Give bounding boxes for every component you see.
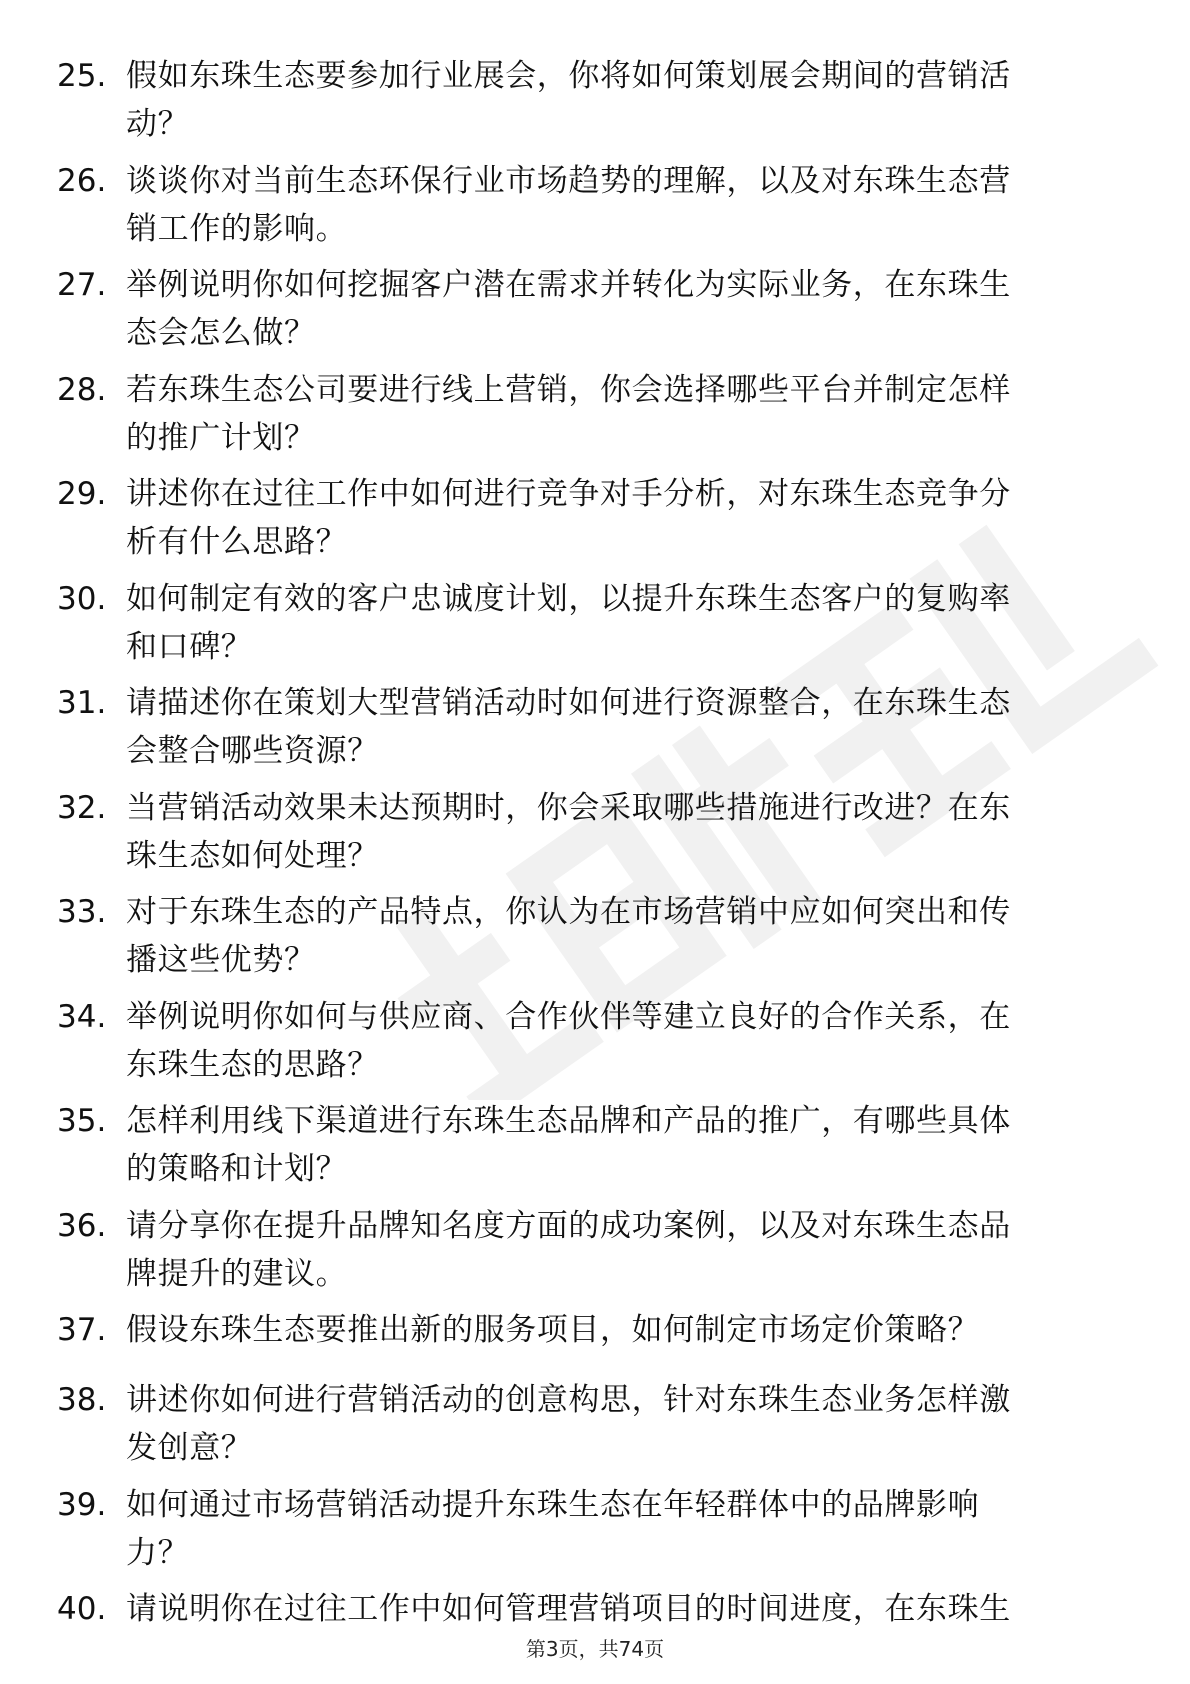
question-list	[0, 52, 1190, 1655]
question-text: 对于东珠生态的产品特点，你认为在市场营销中应如何突出和传 播这些优势？	[126, 894, 1011, 978]
list-item	[0, 261, 1190, 366]
question-number: 36.	[57, 1207, 107, 1244]
list-item	[0, 784, 1190, 889]
question-number: 40.	[57, 1591, 107, 1627]
question-number: 25.	[57, 58, 107, 94]
list-item	[0, 575, 1190, 680]
question-text: 若东珠生态公司要进行线上营销，你会选择哪些平台并制定怎样 的推广计划？	[126, 371, 1011, 456]
question-text: 请说明你在过往工作中如何管理营销项目的时间进度，在东珠生	[126, 1591, 1011, 1627]
list-item	[0, 1097, 1190, 1202]
question-number: 37.	[57, 1312, 107, 1348]
list-item	[0, 157, 1190, 262]
question-text: 如何通过市场营销活动提升东珠生态在年轻群体中的品牌影响 力？	[126, 1486, 980, 1571]
list-item	[0, 470, 1190, 575]
question-text: 举例说明你如何挖掘客户潜在需求并转化为实际业务，在东珠生 态会怎么做？	[126, 267, 1011, 351]
question-number: 28.	[57, 371, 107, 408]
list-item	[0, 888, 1190, 993]
question-number: 39.	[57, 1486, 107, 1523]
question-text: 当营销活动效果未达预期时，你会采取哪些措施进行改进？在东 珠生态如何处理？	[126, 789, 1011, 874]
question-number: 30.	[57, 580, 107, 617]
question-number: 32.	[57, 789, 107, 826]
question-number: 29.	[57, 476, 107, 512]
question-number: 34.	[57, 998, 107, 1035]
question-number: 31.	[57, 685, 107, 721]
question-number: 27.	[57, 267, 107, 303]
list-item	[0, 1306, 1190, 1376]
list-item	[0, 52, 1190, 157]
question-text: 讲述你如何进行营销活动的创意构思，针对东珠生态业务怎样激 发创意？	[126, 1382, 1011, 1466]
question-text: 举例说明你如何与供应商、合作伙伴等建立良好的合作关系，在 东珠生态的思路？	[126, 998, 1011, 1083]
question-text: 假设东珠生态要推出新的服务项目，如何制定市场定价策略？	[126, 1312, 980, 1348]
page-number: 第3页，共74页	[525, 1637, 665, 1661]
list-item	[0, 1376, 1190, 1481]
list-item	[0, 993, 1190, 1098]
question-number: 26.	[57, 162, 107, 199]
question-number: 33.	[57, 894, 107, 930]
question-text: 请描述你在策划大型营销活动时如何进行资源整合，在东珠生态 会整合哪些资源？	[126, 685, 1011, 769]
question-text: 怎样利用线下渠道进行东珠生态品牌和产品的推广，有哪些具体 的策略和计划？	[126, 1103, 1011, 1187]
list-item	[0, 1202, 1190, 1307]
list-item	[0, 1481, 1190, 1586]
question-text: 假如东珠生态要参加行业展会，你将如何策划展会期间的营销活 动？	[126, 58, 1011, 142]
list-item	[0, 366, 1190, 471]
question-text: 谈谈你对当前生态环保行业市场趋势的理解，以及对东珠生态营 销工作的影响。	[126, 162, 1011, 247]
list-item	[0, 679, 1190, 784]
question-number: 38.	[57, 1382, 107, 1418]
question-text: 如何制定有效的客户忠诚度计划，以提升东珠生态客户的复购率 和口碑？	[126, 580, 1011, 665]
question-text: 讲述你在过往工作中如何进行竞争对手分析，对东珠生态竞争分 析有什么思路？	[126, 476, 1011, 560]
question-text: 请分享你在提升品牌知名度方面的成功案例，以及对东珠生态品 牌提升的建议。	[126, 1207, 1011, 1292]
question-number: 35.	[57, 1103, 107, 1139]
